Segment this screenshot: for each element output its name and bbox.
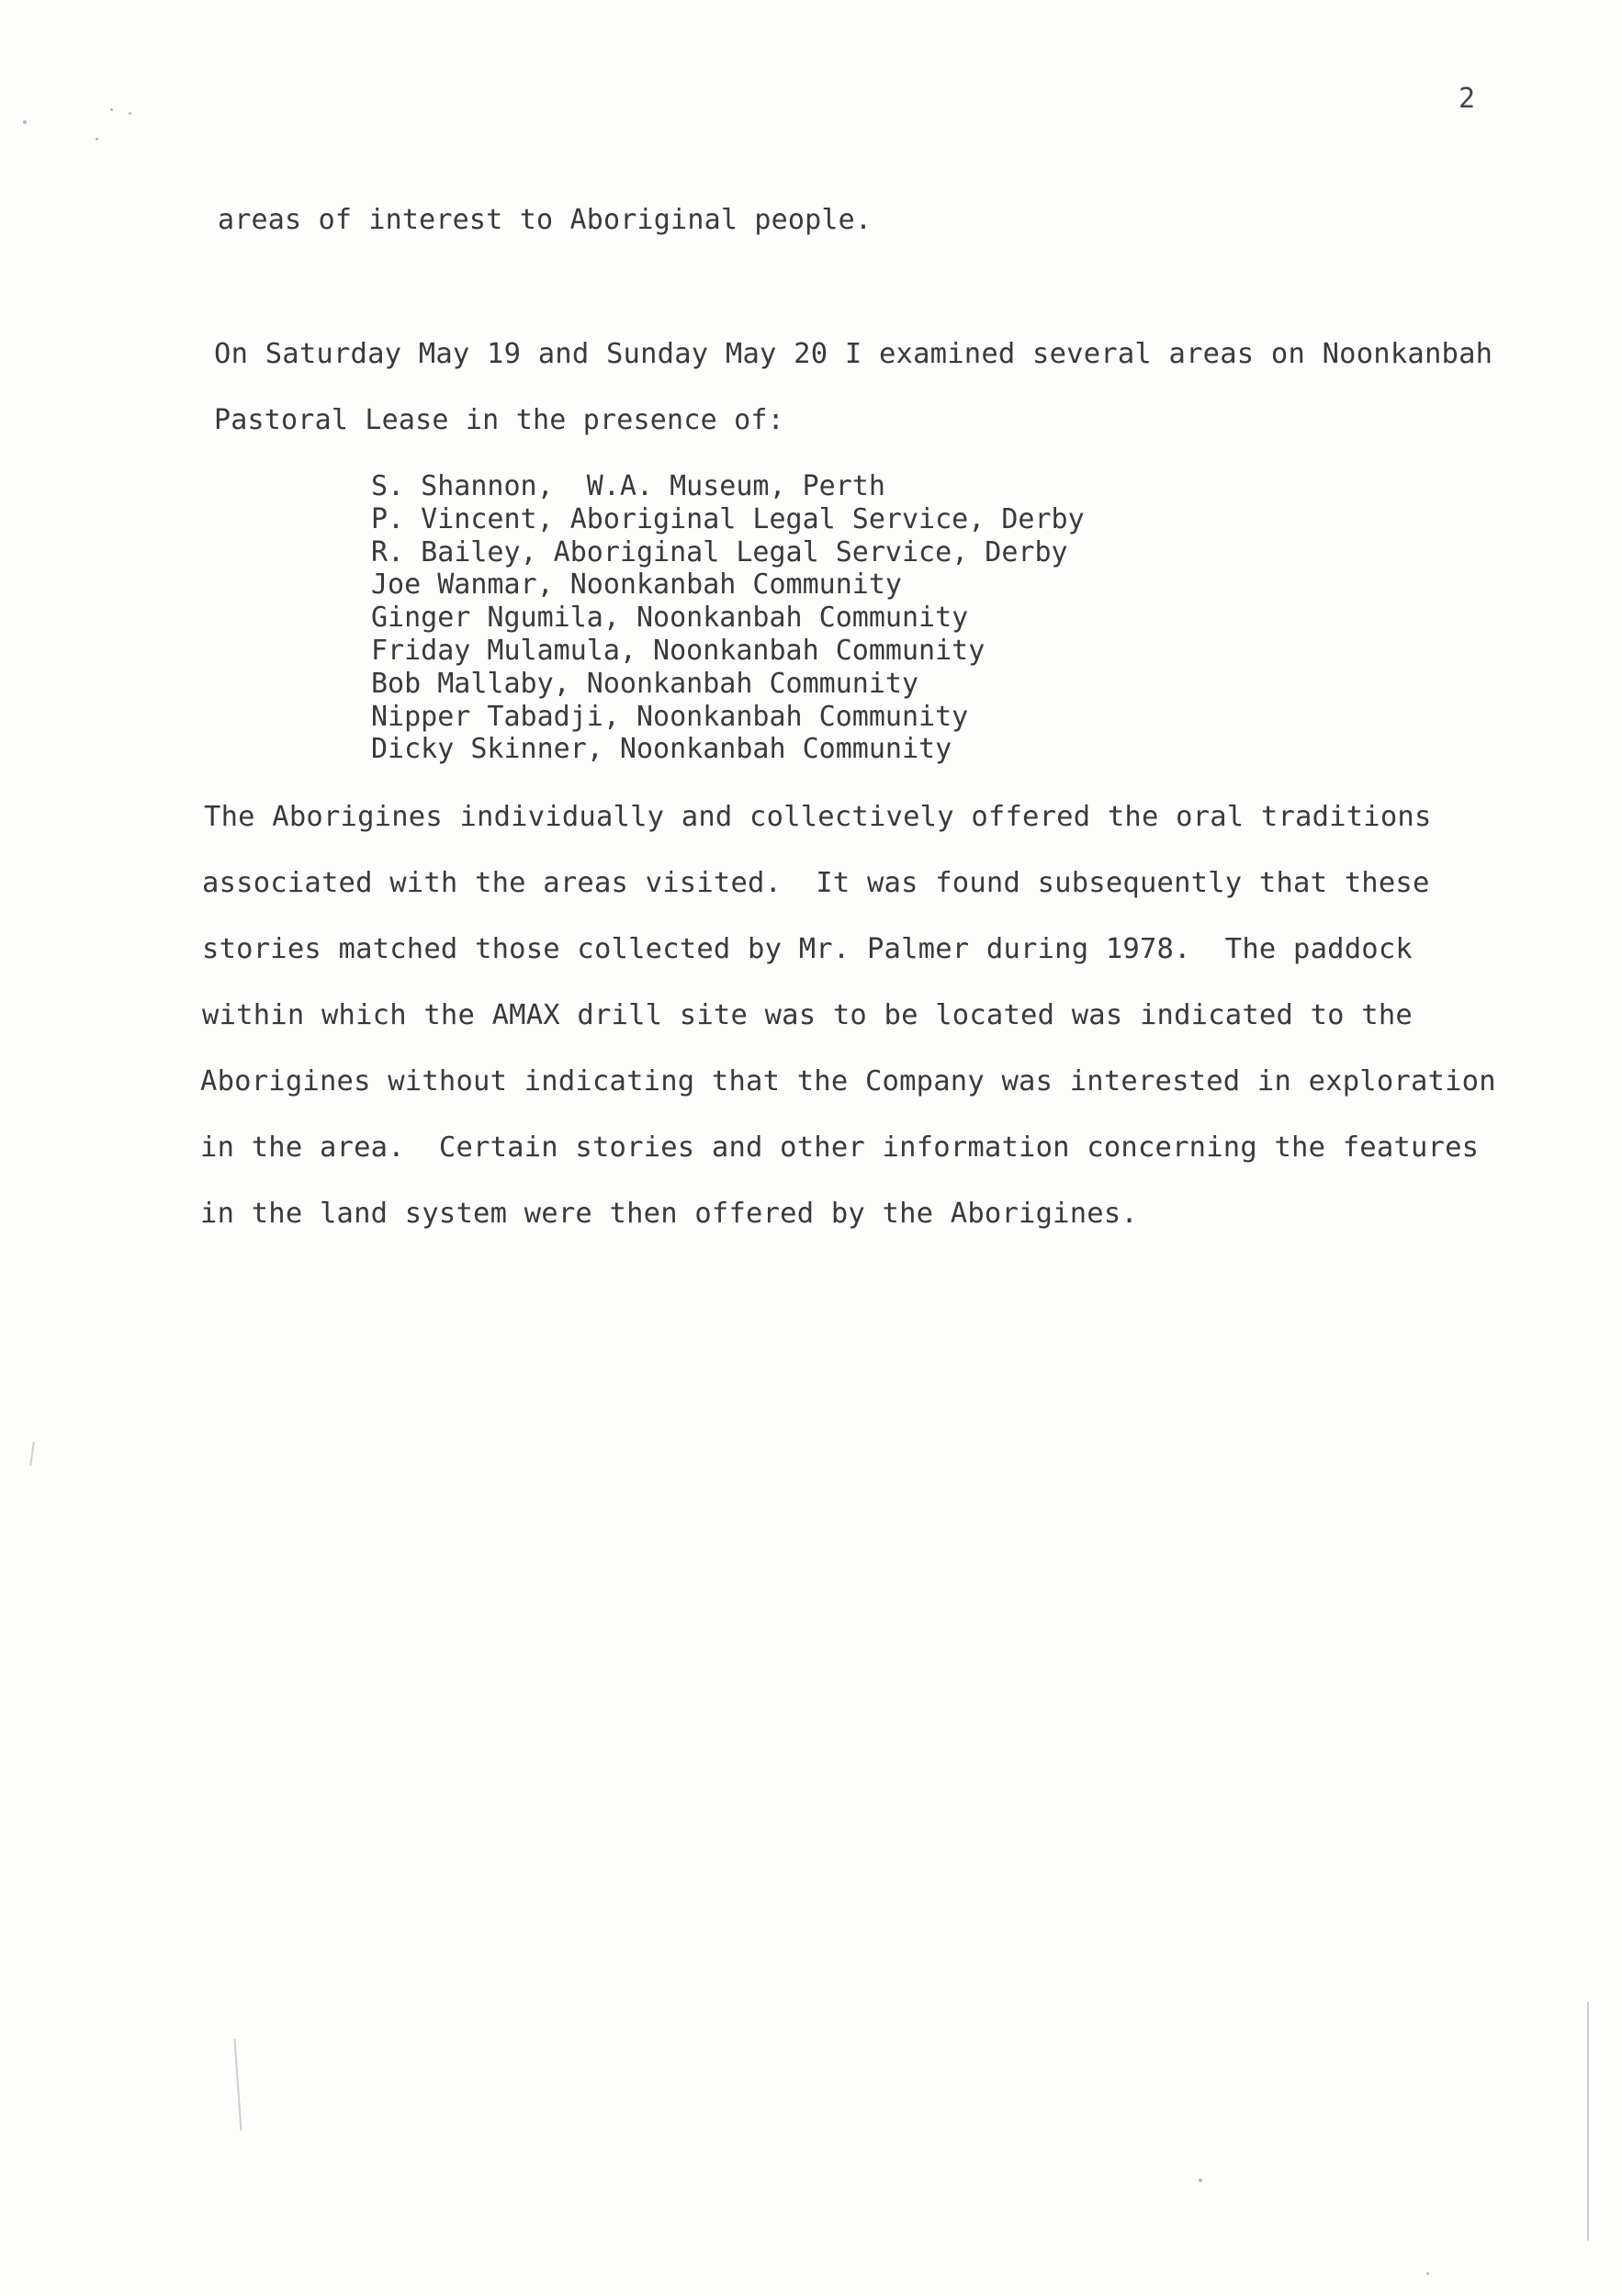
page-number: 2 — [1459, 83, 1476, 115]
paragraph1-line-2: Pastoral Lease in the presence of: — [214, 404, 784, 436]
scan-speck — [23, 120, 27, 124]
paragraph2-line-4: within which the AMAX drill site was to be located was indicated to the — [202, 999, 1413, 1031]
attendee-item: Nipper Tabadji, Noonkanbah Community — [371, 700, 969, 733]
attendee-item: R. Bailey, Aboriginal Legal Service, Derby — [371, 535, 1068, 568]
scan-speck — [1199, 2178, 1202, 2182]
scan-mark — [1587, 2002, 1589, 2241]
scan-speck — [1426, 2272, 1429, 2275]
scan-mark — [234, 2039, 242, 2131]
attendee-item: P. Vincent, Aboriginal Legal Service, Derby — [371, 502, 1085, 535]
scan-speck — [110, 108, 113, 111]
scan-speck — [129, 112, 131, 115]
paragraph2-line-3: stories matched those collected by Mr. Palmer during 1978. The paddock — [202, 933, 1413, 965]
attendee-item: Ginger Ngumila, Noonkanbah Community — [371, 602, 969, 635]
attendee-item: Dicky Skinner, Noonkanbah Community — [371, 733, 952, 766]
intro-line: areas of interest to Aboriginal people. — [218, 204, 873, 236]
attendee-item: Joe Wanmar, Noonkanbah Community — [371, 568, 902, 602]
paragraph2-line-5: Aborigines without indicating that the Company was interested in exploration — [200, 1065, 1496, 1097]
paragraph1-line-1: On Saturday May 19 and Sunday May 20 I examined several areas on Noonkanbah — [214, 338, 1493, 370]
attendee-list — [371, 470, 1085, 766]
paragraph2-line-2: associated with the areas visited. It was found subsequently that these — [202, 867, 1430, 899]
attendee-item: Bob Mallaby, Noonkanbah Community — [371, 667, 919, 700]
attendee-item: S. Shannon, W.A. Museum, Perth — [371, 470, 885, 502]
attendee-item: Friday Mulamula, Noonkanbah Community — [371, 634, 986, 667]
scan-mark — [29, 1442, 35, 1466]
paragraph2-line-1: The Aborigines individually and collectively offered the oral traditions — [204, 801, 1432, 833]
paragraph2-line-6: in the area. Certain stories and other information concerning the features — [200, 1131, 1480, 1164]
paragraph2-line-7: in the land system were then offered by the Aborigines. — [200, 1198, 1138, 1230]
scan-speck — [96, 138, 98, 141]
